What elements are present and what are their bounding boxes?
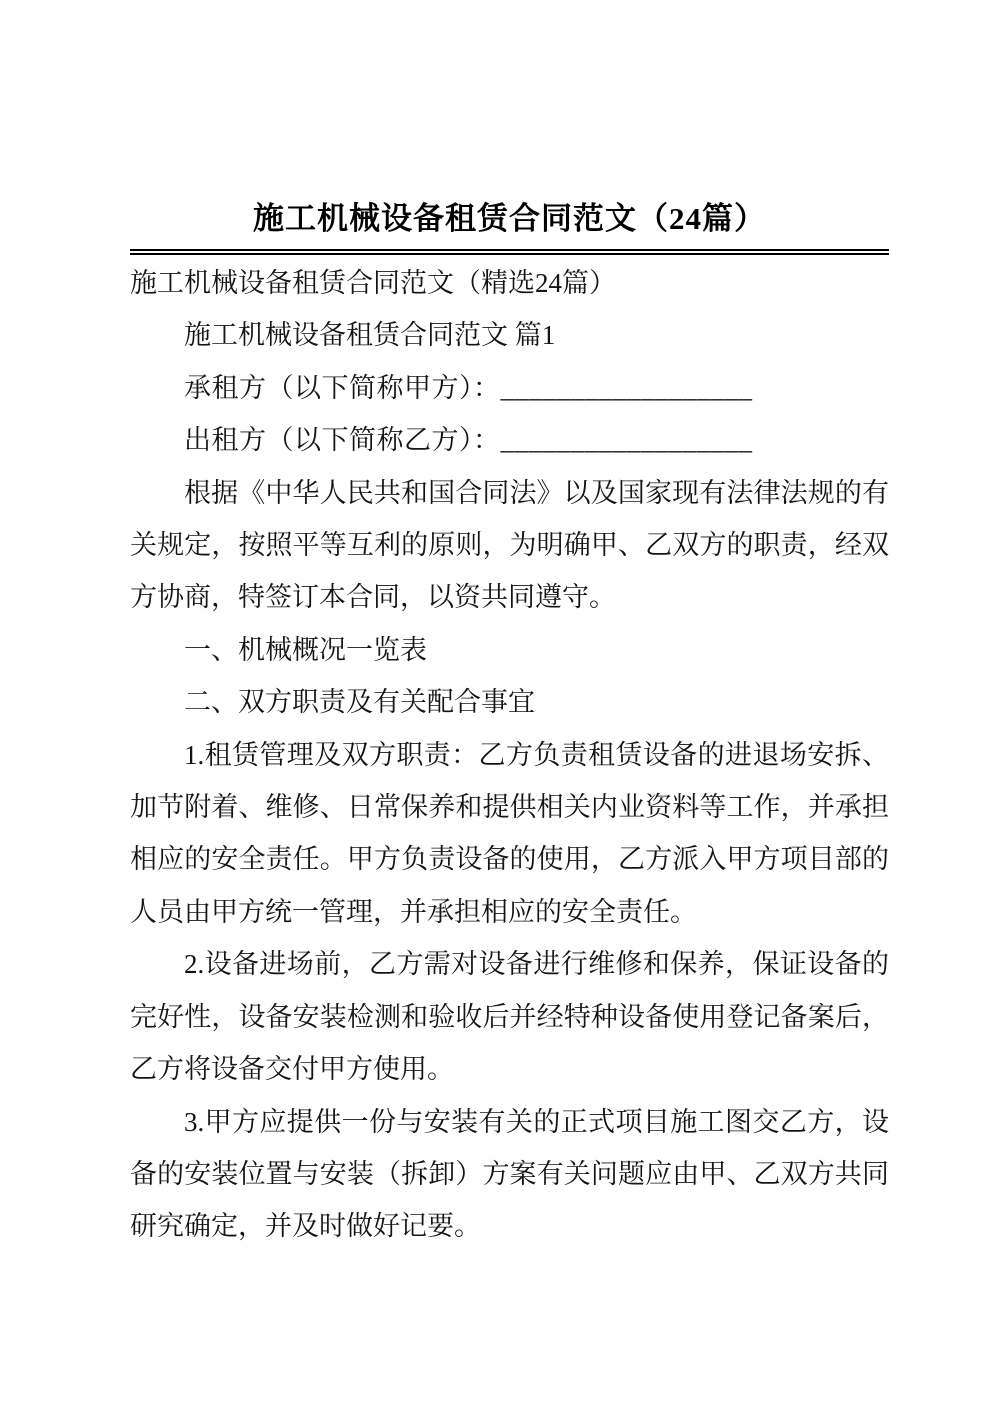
paragraph-clause-1: 一、机械概况一览表 [184,634,427,665]
paragraph-item-3: 3.甲方应提供一份与安装有关的正式项目施工图交乙方，设备的安装位置与安装（拆卸）方案有关问题应由甲、乙双方共同研究确定，并及时做好记要。 [130,1106,889,1242]
paragraph-item-2: 2.设备进场前，乙方需对设备进行维修和保养，保证设备的完好性，设备安装检测和验收后并经特种设备使用登记备案后，乙方将设备交付甲方使用。 [130,949,889,1085]
paragraph-clause-2: 二、双方职责及有关配合事宜 [184,687,535,718]
document-body [130,257,889,1253]
document-title: 施工机械设备租赁合同范文（24篇） [253,201,766,236]
paragraph-preamble: 根据《中华人民共和国合同法》以及国家现有法律法规的有关规定，按照平等互利的原则，为明确甲、乙双方的职责，经双方协商，特签订本合同，以资共同遵守。 [130,477,889,613]
paragraph-subtitle: 施工机械设备租赁合同范文（精选24篇） [130,268,616,298]
document-header [130,199,889,255]
paragraph-section-label: 施工机械设备租赁合同范文 篇1 [184,320,556,351]
paragraph-item-1: 1.租赁管理及双方职责：乙方负责租赁设备的进退场安拆、加节附着、维修、日常保养和提供相关内业资料等工作，并承担相应的安全责任。甲方负责设备的使用，乙方派入甲方项目部的人员由甲方统一管理，并承担相应的安全责任。 [130,739,889,927]
paragraph-lessee-blank: 承租方（以下简称甲方）：__________________ [184,372,753,403]
paragraph-lessor-blank: 出租方（以下简称乙方）：__________________ [184,425,753,456]
